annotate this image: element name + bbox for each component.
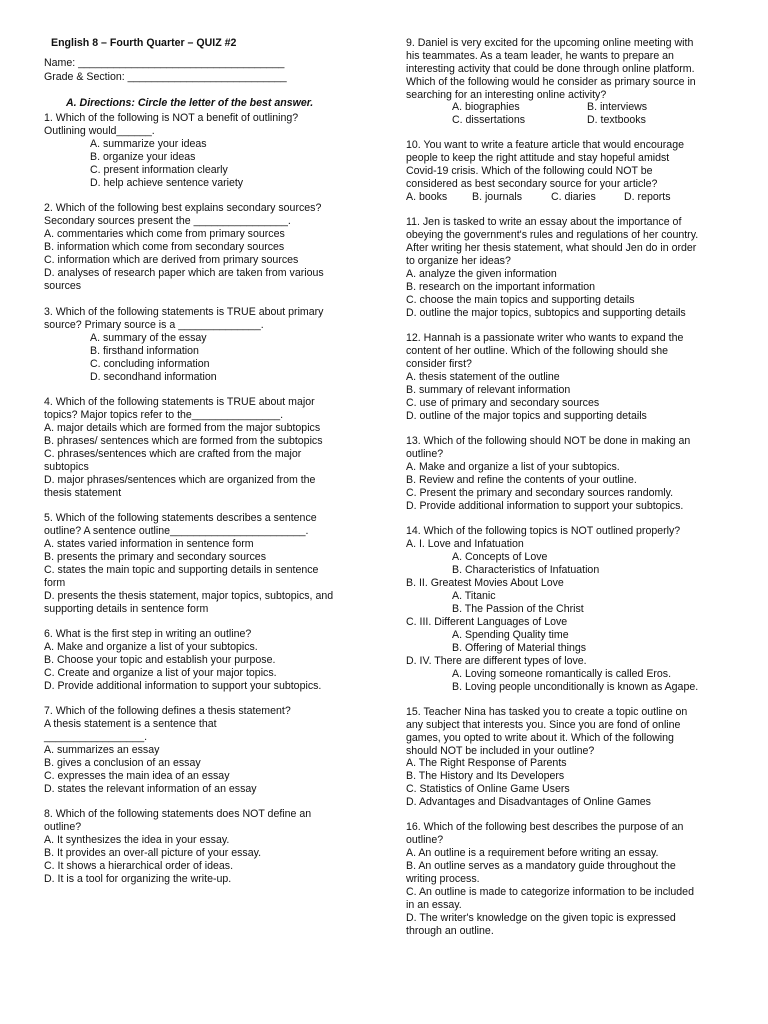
question-1-option-c[interactable]: C. present information clearly xyxy=(90,164,228,176)
question-8-option-c[interactable]: C. It shows a hierarchical order of ideas. xyxy=(44,860,234,872)
question-7-stem: 7. Which of the following defines a thesis statement? xyxy=(44,705,291,717)
question-8-stem: 8. Which of the following statements does NOT define an xyxy=(44,808,312,820)
question-16-option-c-cont: in an essay. xyxy=(406,899,462,911)
question-12-stem: 12. Hannah is a passionate writer who wants to expand the xyxy=(406,332,684,344)
question-5-option-d-cont: supporting details in sentence form xyxy=(44,603,209,615)
question-12-stem: consider first? xyxy=(406,358,472,370)
question-2-option-d[interactable]: D. analyses of research paper which are taken from various xyxy=(44,267,324,279)
grade-section-field-line: Grade & Section: ___________________________ xyxy=(44,71,287,83)
question-15-stem: should NOT be included in your outline? xyxy=(406,745,595,757)
question-3-stem: 3. Which of the following statements is TRUE about primary xyxy=(44,306,324,318)
question-5-option-c-cont: form xyxy=(44,577,66,589)
question-15-option-c[interactable]: C. Statistics of Online Game Users xyxy=(406,783,570,795)
question-4-stem: 4. Which of the following statements is TRUE about major xyxy=(44,396,315,408)
question-13-option-b[interactable]: B. Review and refine the contents of your outline. xyxy=(406,474,637,486)
question-12-option-b[interactable]: B. summary of relevant information xyxy=(406,384,571,396)
question-2-option-b[interactable]: B. information which come from secondary sources xyxy=(44,241,285,253)
question-3-option-a[interactable]: A. summary of the essay xyxy=(90,332,207,344)
question-5-stem: 5. Which of the following statements describes a sentence xyxy=(44,512,317,524)
question-7-option-a[interactable]: A. summarizes an essay xyxy=(44,744,160,756)
question-9-stem: 9. Daniel is very excited for the upcoming online meeting with xyxy=(406,37,694,49)
question-4-option-b[interactable]: B. phrases/ sentences which are formed from the subtopics xyxy=(44,435,323,447)
question-2-stem: Secondary sources present the ________________. xyxy=(44,215,291,227)
question-2-option-c[interactable]: C. information which are derived from primary sources xyxy=(44,254,299,266)
question-9-option-b[interactable]: B. interviews xyxy=(587,101,648,113)
question-14-option-a-item: A. Concepts of Love xyxy=(452,551,548,563)
question-4-stem: topics? Major topics refer to the_______________. xyxy=(44,409,284,421)
question-15-stem: any subject that interests you. Since you are fond of online xyxy=(406,719,681,731)
question-9-stem: searching for an interesting online activity? xyxy=(406,89,607,101)
question-5-option-b[interactable]: B. presents the primary and secondary sources xyxy=(44,551,266,563)
question-1-stem: Outlining would______. xyxy=(44,125,155,137)
question-6-stem: 6. What is the first step in writing an outline? xyxy=(44,628,252,640)
question-8-option-a[interactable]: A. It synthesizes the idea in your essay. xyxy=(44,834,230,846)
question-10-stem: Covid-19 crisis. Which of the following could NOT be xyxy=(406,165,653,177)
question-16-option-a[interactable]: A. An outline is a requirement before writing an essay. xyxy=(406,847,659,859)
question-10-stem: considered as best secondary source for your article? xyxy=(406,178,658,190)
question-1-option-b[interactable]: B. organize your ideas xyxy=(90,151,196,163)
question-6-option-c[interactable]: C. Create and organize a list of your major topics. xyxy=(44,667,277,679)
question-14-option-d-item: A. Loving someone romantically is called Eros. xyxy=(452,668,672,680)
question-14-option-a[interactable]: A. I. Love and Infatuation xyxy=(406,538,524,550)
question-3-option-b[interactable]: B. firsthand information xyxy=(90,345,199,357)
quiz-title: English 8 – Fourth Quarter – QUIZ #2 xyxy=(51,37,237,49)
question-4-option-c-cont: subtopics xyxy=(44,461,89,473)
question-6-option-d[interactable]: D. Provide additional information to support your subtopics. xyxy=(44,680,322,692)
question-7-option-b[interactable]: B. gives a conclusion of an essay xyxy=(44,757,201,769)
question-15-option-d[interactable]: D. Advantages and Disadvantages of Online Games xyxy=(406,796,651,808)
question-4-option-d[interactable]: D. major phrases/sentences which are organized from the xyxy=(44,474,316,486)
question-16-option-b-cont: writing process. xyxy=(406,873,480,885)
question-12-option-c[interactable]: C. use of primary and secondary sources xyxy=(406,397,600,409)
question-13-stem: outline? xyxy=(406,448,444,460)
question-15-option-a[interactable]: A. The Right Response of Parents xyxy=(406,757,567,769)
question-2-option-a[interactable]: A. commentaries which come from primary sources xyxy=(44,228,285,240)
question-15-stem: games, you opted to write about it. Which of the following xyxy=(406,732,674,744)
question-6-option-a[interactable]: A. Make and organize a list of your subtopics. xyxy=(44,641,258,653)
question-5-option-a[interactable]: A. states varied information in sentence form xyxy=(44,538,254,550)
question-16-option-c[interactable]: C. An outline is made to categorize information to be included xyxy=(406,886,694,898)
question-14-option-d[interactable]: D. IV. There are different types of love. xyxy=(406,655,587,667)
question-9-option-a[interactable]: A. biographies xyxy=(452,101,520,113)
question-15-option-b[interactable]: B. The History and Its Developers xyxy=(406,770,565,782)
question-9-stem: interesting activity that could be done through online platform. xyxy=(406,63,695,75)
question-4-option-d-cont: thesis statement xyxy=(44,487,122,499)
question-13-stem: 13. Which of the following should NOT be done in making an xyxy=(406,435,691,447)
question-5-stem: outline? A sentence outline_______________________. xyxy=(44,525,309,537)
question-1-stem: 1. Which of the following is NOT a benefit of outlining? xyxy=(44,112,299,124)
question-1-option-d[interactable]: D. help achieve sentence variety xyxy=(90,177,244,189)
question-9-stem: his teammates. As a team leader, he wants to prepare an xyxy=(406,50,674,62)
question-11-option-b[interactable]: B. research on the important information xyxy=(406,281,596,293)
question-10-option-d[interactable]: D. reports xyxy=(624,191,671,203)
question-14-option-c-item: B. Offering of Material things xyxy=(452,642,587,654)
question-5-option-c[interactable]: C. states the main topic and supporting details in sentence xyxy=(44,564,319,576)
question-10-option-c[interactable]: C. diaries xyxy=(551,191,596,203)
question-13-option-c[interactable]: C. Present the primary and secondary sources randomly. xyxy=(406,487,674,499)
question-2-stem: 2. Which of the following best explains secondary sources? xyxy=(44,202,322,214)
question-7-stem: _________________. xyxy=(44,731,148,743)
question-16-option-b[interactable]: B. An outline serves as a mandatory guide throughout the xyxy=(406,860,676,872)
question-12-option-d[interactable]: D. outline of the major topics and supporting details xyxy=(406,410,647,422)
question-11-option-a[interactable]: A. analyze the given information xyxy=(406,268,557,280)
question-10-option-b[interactable]: B. journals xyxy=(472,191,523,203)
question-11-option-d[interactable]: D. outline the major topics, subtopics and supporting details xyxy=(406,307,686,319)
question-14-option-b[interactable]: B. II. Greatest Movies About Love xyxy=(406,577,564,589)
question-14-option-d-item: B. Loving people unconditionally is known as Agape. xyxy=(452,681,699,693)
question-11-stem: After writing her thesis statement, what should Jen do in order xyxy=(406,242,697,254)
question-1-option-a[interactable]: A. summarize your ideas xyxy=(90,138,207,150)
question-10-stem: 10. You want to write a feature article that would encourage xyxy=(406,139,684,151)
name-field-line: Name: ___________________________________ xyxy=(44,57,285,69)
question-12-option-a[interactable]: A. thesis statement of the outline xyxy=(406,371,560,383)
question-14-option-b-item: A. Titanic xyxy=(452,590,496,602)
question-11-stem: to organize her ideas? xyxy=(406,255,511,267)
question-14-option-b-item: B. The Passion of the Christ xyxy=(452,603,584,615)
question-16-stem: 16. Which of the following best describes the purpose of an xyxy=(406,821,684,833)
directions: A. Directions: Circle the letter of the best answer. xyxy=(66,97,314,109)
question-16-option-d[interactable]: D. The writer's knowledge on the given topic is expressed xyxy=(406,912,676,924)
question-8-option-b[interactable]: B. It provides an over-all picture of your essay. xyxy=(44,847,262,859)
question-12-stem: content of her outline. Which of the following should she xyxy=(406,345,669,357)
question-3-option-c[interactable]: C. concluding information xyxy=(90,358,210,370)
question-3-stem: source? Primary source is a ______________. xyxy=(44,319,264,331)
question-14-stem: 14. Which of the following topics is NOT outlined properly? xyxy=(406,525,681,537)
question-11-stem: 11. Jen is tasked to write an essay about the importance of xyxy=(406,216,682,228)
question-2-option-d-cont: sources xyxy=(44,280,82,292)
question-13-option-a[interactable]: A. Make and organize a list of your subtopics. xyxy=(406,461,620,473)
question-3-option-d[interactable]: D. secondhand information xyxy=(90,371,217,383)
question-16-stem: outline? xyxy=(406,834,444,846)
question-11-option-c[interactable]: C. choose the main topics and supporting details xyxy=(406,294,635,306)
question-4-option-a[interactable]: A. major details which are formed from the major subtopics xyxy=(44,422,321,434)
question-9-option-d[interactable]: D. textbooks xyxy=(587,114,646,126)
question-14-option-c-item: A. Spending Quality time xyxy=(452,629,569,641)
question-10-stem: people to keep the right attitude and stay hopeful amidst xyxy=(406,152,670,164)
question-9-option-c[interactable]: C. dissertations xyxy=(452,114,526,126)
question-13-option-d[interactable]: D. Provide additional information to support your subtopics. xyxy=(406,500,684,512)
question-5-option-d[interactable]: D. presents the thesis statement, major topics, subtopics, and xyxy=(44,590,334,602)
question-8-stem: outline? xyxy=(44,821,82,833)
question-7-stem: A thesis statement is a sentence that xyxy=(44,718,217,730)
question-9-stem: Which of the following would he consider as primary source in xyxy=(406,76,696,88)
question-14-option-a-item: B. Characteristics of Infatuation xyxy=(452,564,600,576)
question-7-option-c[interactable]: C. expresses the main idea of an essay xyxy=(44,770,230,782)
question-14-option-c[interactable]: C. III. Different Languages of Love xyxy=(406,616,568,628)
question-16-option-d-cont: through an outline. xyxy=(406,925,494,937)
question-4-option-c[interactable]: C. phrases/sentences which are crafted from the major xyxy=(44,448,302,460)
question-15-stem: 15. Teacher Nina has tasked you to create a topic outline on xyxy=(406,706,688,718)
question-11-stem: obeying the government's rules and regulations of her country. xyxy=(406,229,699,241)
question-7-option-d[interactable]: D. states the relevant information of an essay xyxy=(44,783,257,795)
question-6-option-b[interactable]: B. Choose your topic and establish your purpose. xyxy=(44,654,276,666)
question-10-option-a[interactable]: A. books xyxy=(406,191,448,203)
question-8-option-d[interactable]: D. It is a tool for organizing the write-up. xyxy=(44,873,232,885)
